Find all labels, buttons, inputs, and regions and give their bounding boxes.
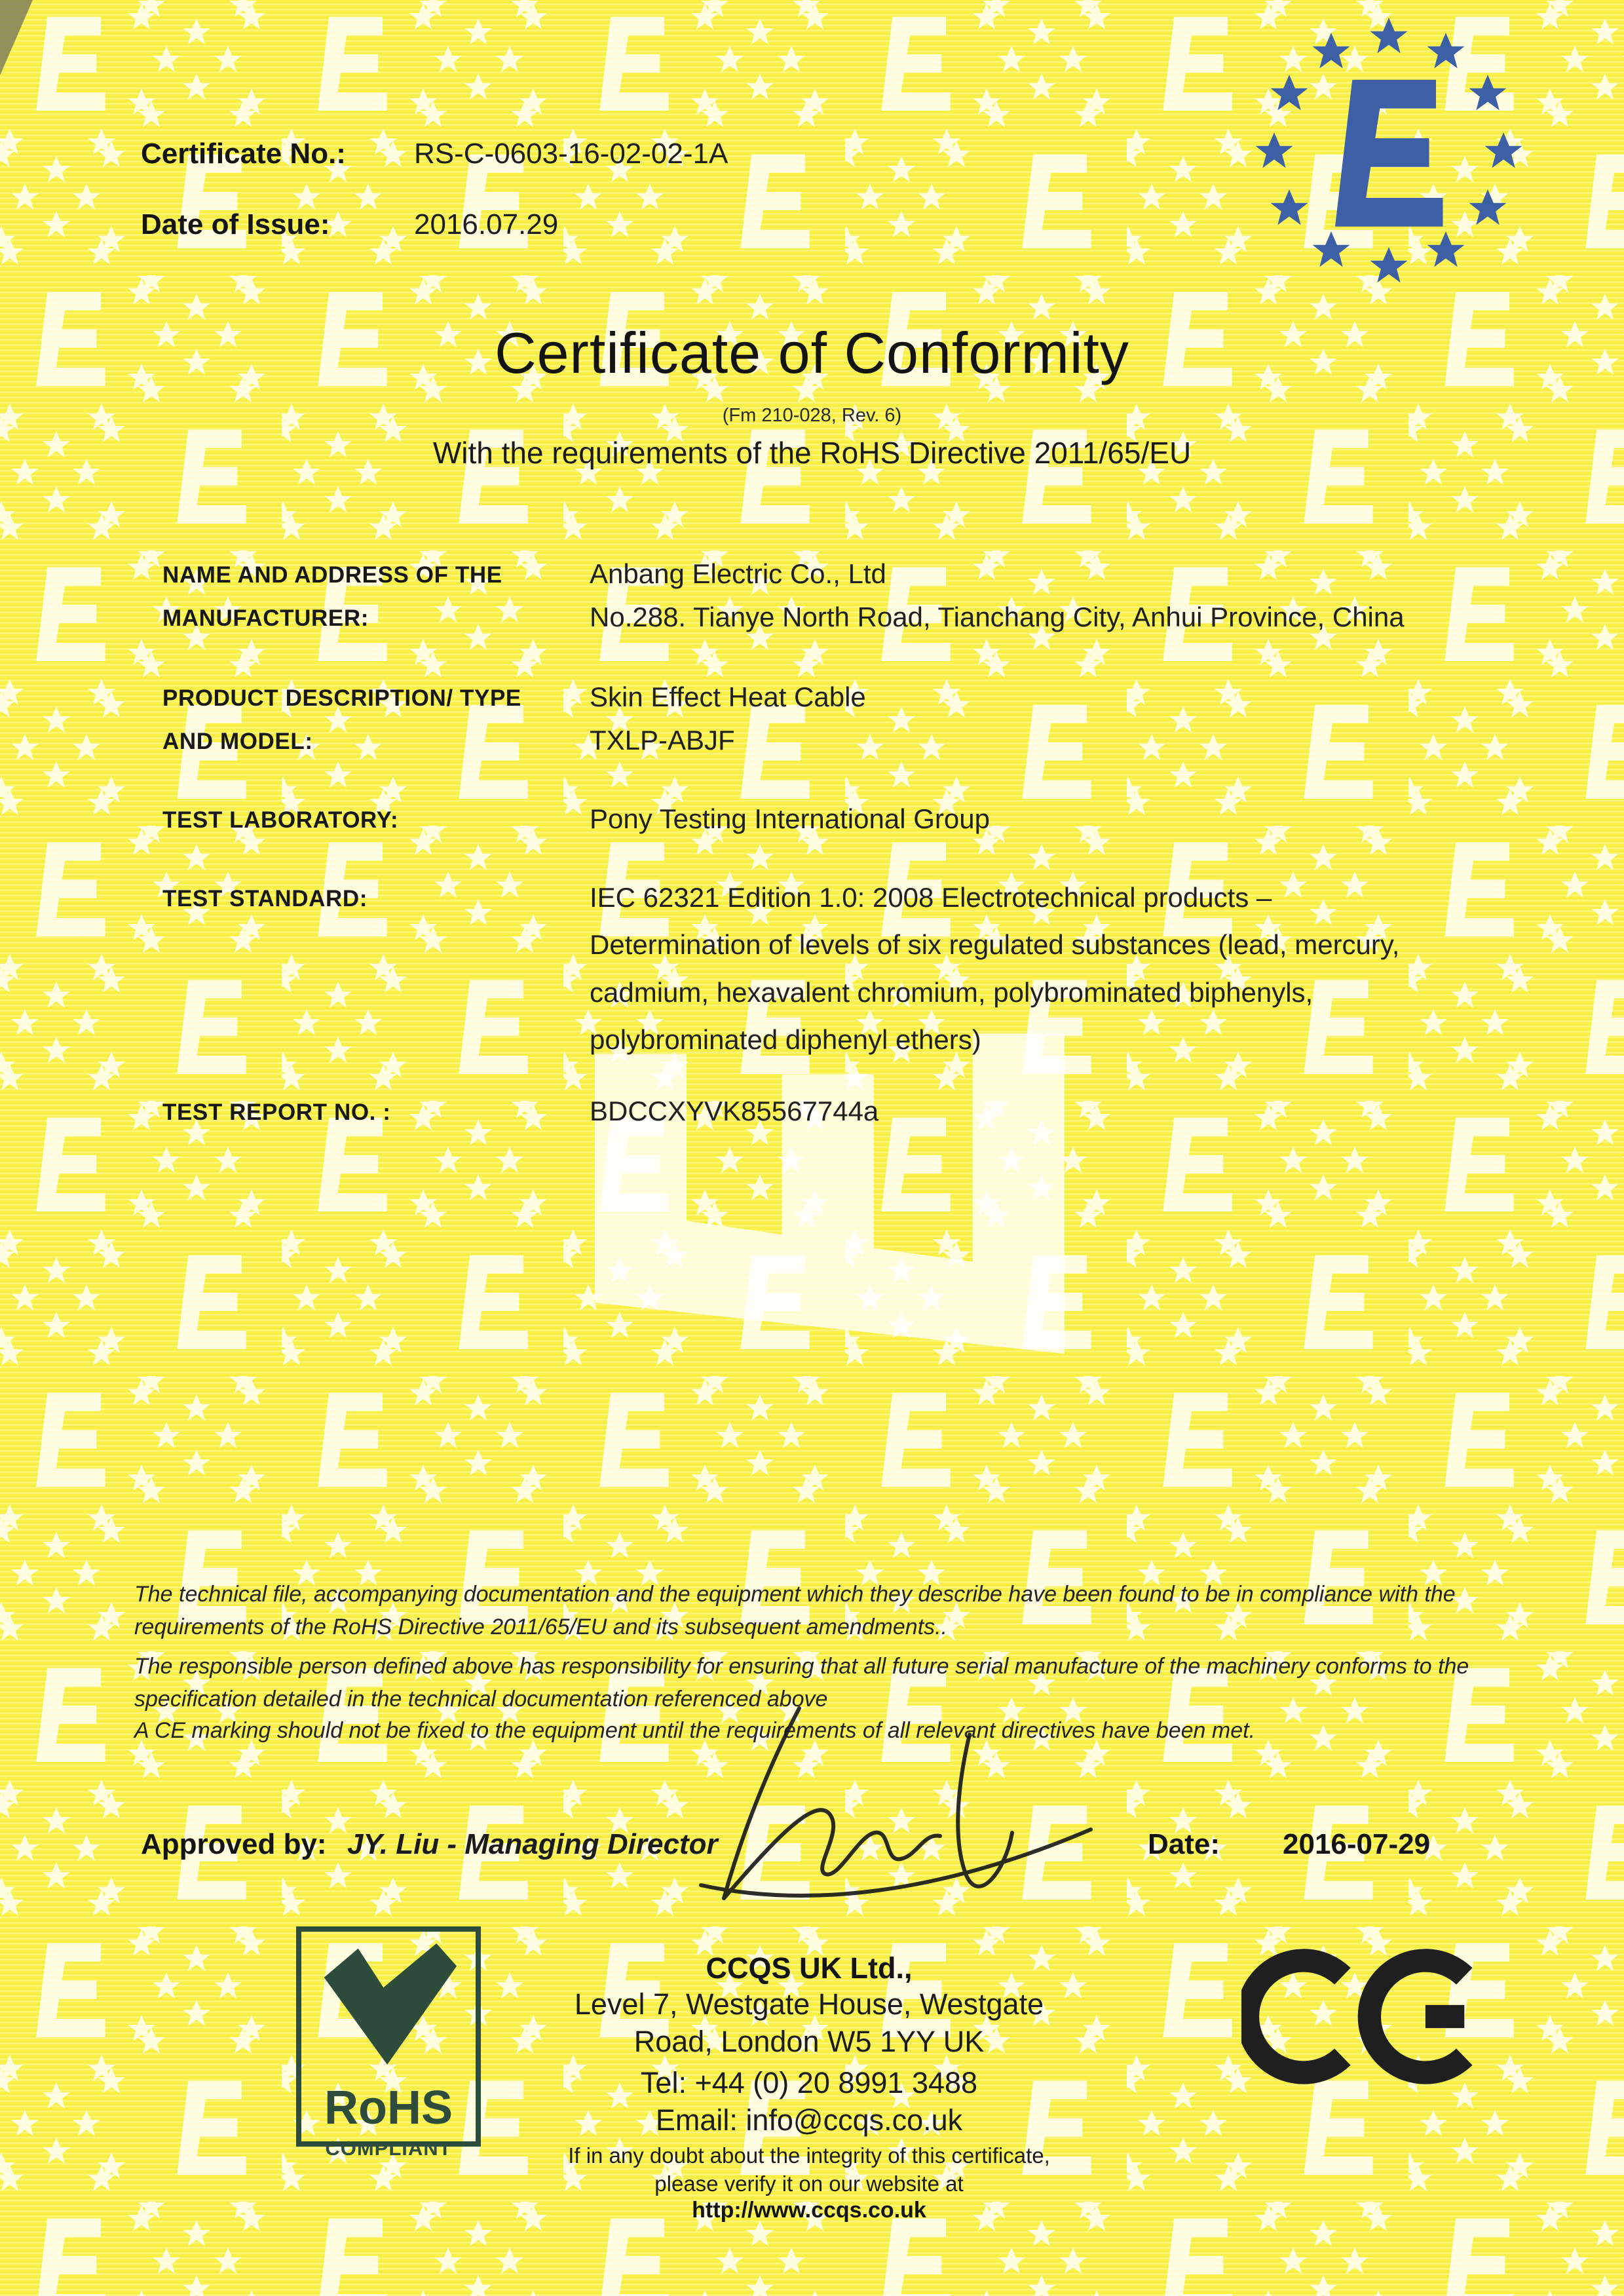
issuer-block: [521, 1951, 1097, 2223]
manufacturer-name-value: Anbang Electric Co., Ltd: [590, 558, 886, 589]
test-report-label: TEST REPORT NO. :: [162, 1100, 391, 1125]
test-standard-line2: Determination of levels of six regulated substances (lead, mercury,: [590, 929, 1400, 960]
product-label-line2: AND MODEL:: [162, 729, 313, 754]
certificate-no-value: RS-C-0603-16-02-02-1A: [414, 138, 728, 170]
approval-date-value: 2016-07-29: [1283, 1828, 1431, 1860]
issuer-address-line1: Level 7, Westgate House, Westgate: [574, 1987, 1044, 2021]
product-description-value: Skin Effect Heat Cable: [590, 681, 866, 712]
issuer-address-line2: Road, London W5 1YY UK: [633, 2025, 985, 2058]
date-of-issue-label: Date of Issue:: [141, 208, 330, 240]
issuer-website: http://www.ccqs.co.uk: [692, 2198, 926, 2223]
issuer-email: Email: info@ccqs.co.uk: [655, 2103, 963, 2137]
manufacturer-address-value: No.288. Tianye North Road, Tianchang City, Anhui Province, China: [590, 602, 1405, 632]
ce-mark-icon: [1241, 1934, 1503, 2099]
test-standard-line3: cadmium, hexavalent chromium, polybrominated biphenyls,: [590, 977, 1313, 1008]
page-title: Certificate of Conformity: [495, 320, 1129, 385]
rohs-checkmark-icon: [311, 1941, 466, 2080]
rohs-logo-subtitle: COMPLIANT: [325, 2137, 452, 2160]
test-standard-line4: polybrominated diphenyl ethers): [590, 1024, 981, 1055]
manufacturer-label-line2: MANUFACTURER:: [162, 605, 369, 631]
test-laboratory-label: TEST LABORATORY:: [162, 807, 399, 833]
large-e-watermark-icon: [595, 1033, 1065, 1354]
verify-note-line2: please verify it on our website at: [654, 2172, 964, 2196]
verify-note-line1: If in any doubt about the integrity of this certificate,: [568, 2143, 1050, 2168]
approved-by-value: JY. Liu - Managing Director: [347, 1828, 718, 1860]
form-reference: (Fm 210-028, Rev. 6): [722, 405, 902, 426]
product-label-line1: PRODUCT DESCRIPTION/ TYPE: [162, 685, 521, 711]
product-model-value: TXLP-ABJF: [590, 725, 735, 756]
legal-paragraph-1: The technical file, accompanying documentation and the equipment which they describe have been found to be in compliance with the requirements of the RoHS Directive 2011/65/EU and its subsequent amendments..: [134, 1582, 1456, 1639]
test-report-value: BDCCXYVK85567744a: [590, 1096, 879, 1126]
rohs-compliant-logo: [296, 1926, 481, 2160]
legal-paragraph-2: The responsible person defined above has responsibility for ensuring that all future serial manufacture of the machinery conforms to the specification detailed in the technical documentation referenced above: [134, 1654, 1469, 1712]
approved-by-label: Approved by:: [141, 1828, 327, 1860]
rohs-logo-title: RoHS: [324, 2082, 453, 2134]
date-of-issue-value: 2016.07.29: [414, 208, 559, 240]
issuer-name: CCQS UK Ltd.,: [706, 1951, 913, 1985]
test-laboratory-value: Pony Testing International Group: [590, 803, 990, 834]
manufacturer-label-line1: NAME AND ADDRESS OF THE: [162, 562, 502, 588]
signature: [662, 1698, 1133, 1921]
test-standard-label: TEST STANDARD:: [162, 886, 368, 911]
certificate-no-label: Certificate No.:: [141, 138, 346, 170]
page-subtitle: With the requirements of the RoHS Directive 2011/65/EU: [432, 436, 1192, 470]
approval-date-label: Date:: [1148, 1828, 1220, 1860]
legal-paragraph-3: A CE marking should not be fixed to the equipment until the requirements of all relevant directives have been met.: [134, 1718, 1256, 1743]
issuer-tel: Tel: +44 (0) 20 8991 3488: [640, 2066, 978, 2099]
ccqs-eu-emblem-icon: [1248, 14, 1530, 296]
test-standard-line1: IEC 62321 Edition 1.0: 2008 Electrotechnical products –: [590, 882, 1272, 913]
